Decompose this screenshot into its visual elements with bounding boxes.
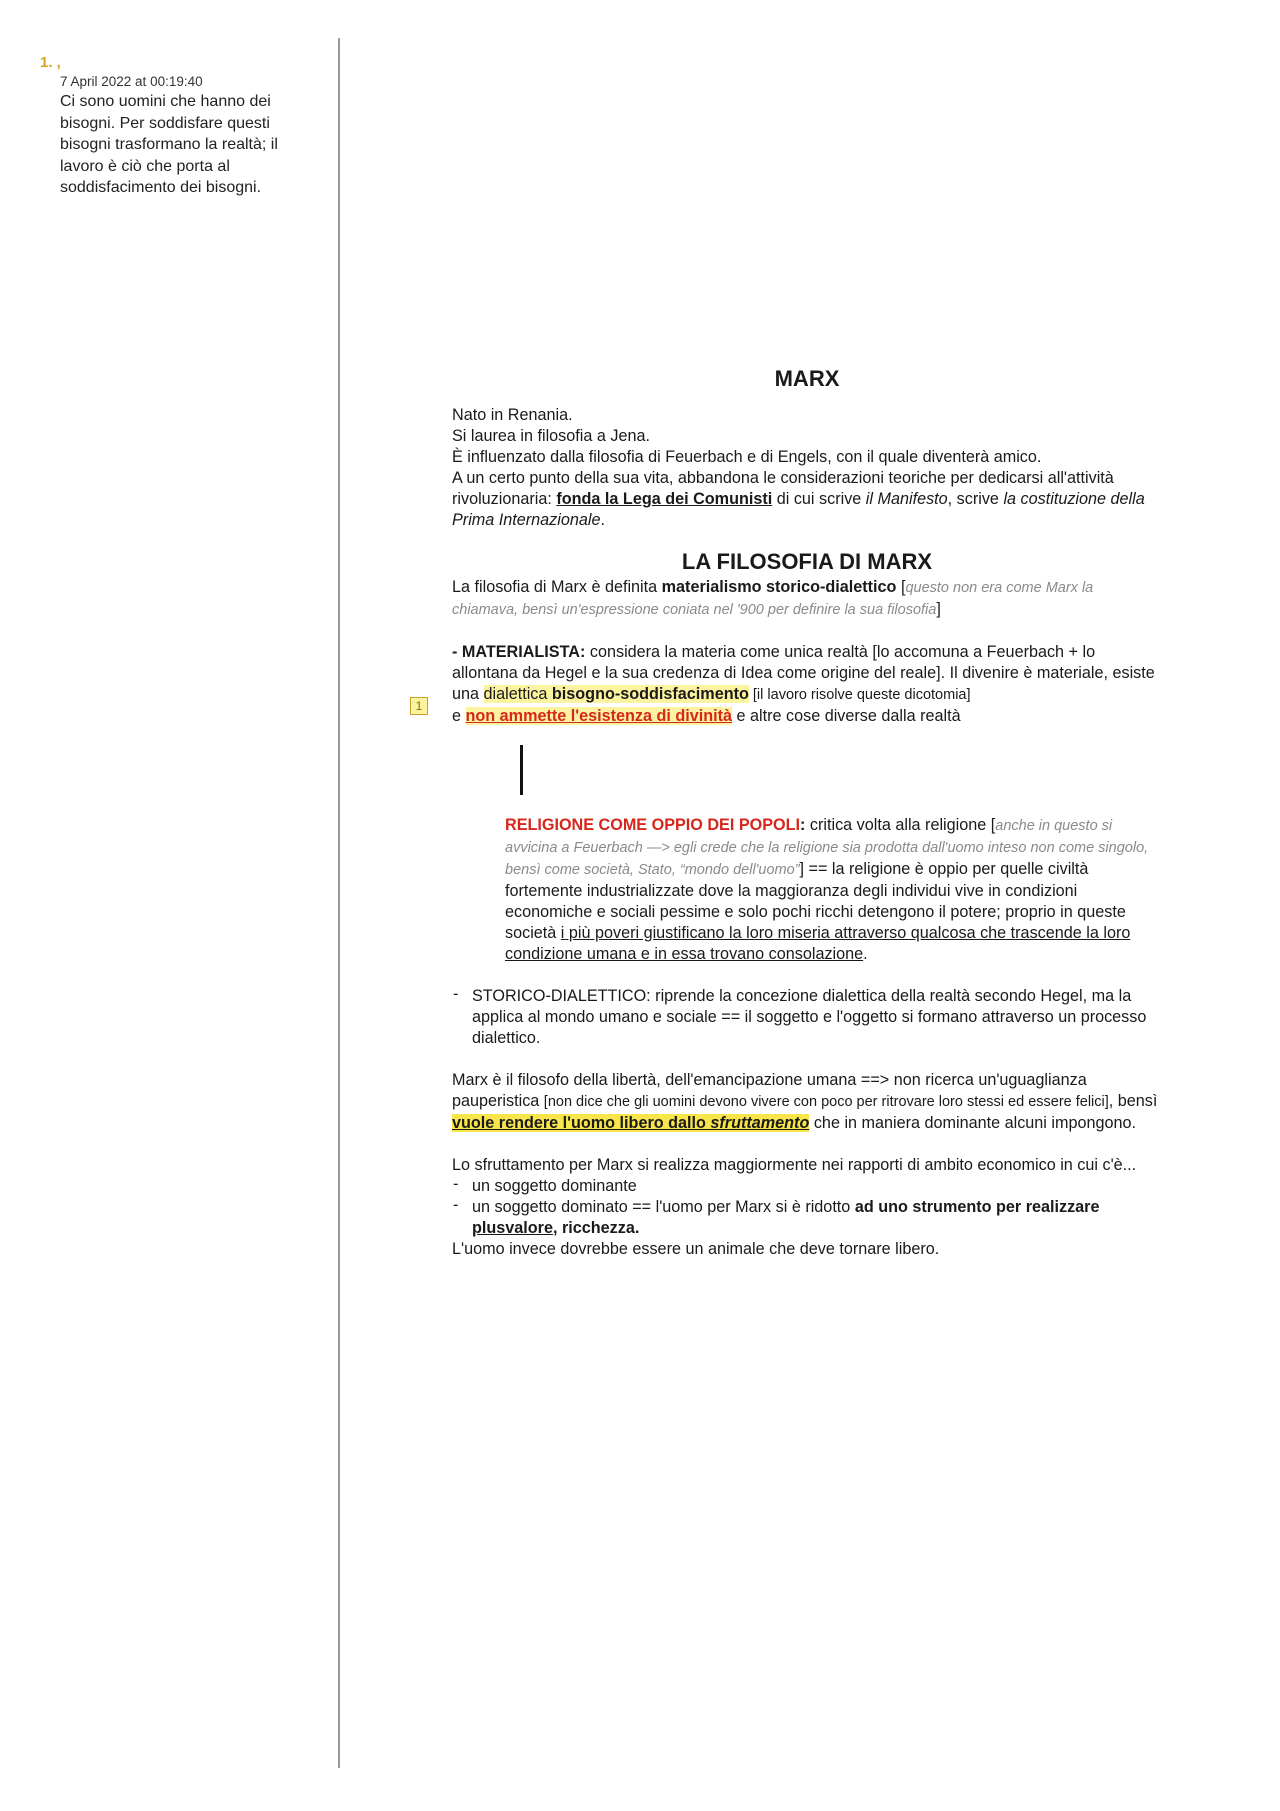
text: La filosofia di Marx è definita — [452, 578, 662, 596]
gray-note: questo non era come Marx la chiamava, bensì un'espressione coniata nel '900 per definire la sua filosofia — [452, 580, 1094, 618]
list-item — [452, 1197, 1162, 1239]
bold-underlined-text: fonda la Lega dei Comunisti — [556, 490, 773, 508]
comment-margin — [0, 0, 340, 1811]
small-text: [non dice che gli uomini devono vivere con poco per ritrovare loro stessi ed essere felici] — [543, 1094, 1109, 1110]
closing-line: L'uomo invece dovrebbe essere un animale che deve tornare libero. — [452, 1240, 940, 1258]
text: . — [600, 511, 605, 529]
italic-text: la costituzione della Prima Internazionale — [452, 490, 1145, 529]
margin-divider — [338, 38, 340, 1768]
text: un soggetto dominato == l'uomo per Marx si è ridotto — [472, 1198, 855, 1216]
text: considera la materia come unica realtà [lo accomuna a Feuerbach + lo allontana da Hegel e la sua credenza di Idea come origine del reale]. Il divenire è materiale, esiste una — [452, 643, 1155, 703]
text: . — [863, 945, 868, 963]
italic-text: sfruttamento — [710, 1114, 810, 1132]
definition-paragraph — [452, 577, 1162, 621]
text: , bensì — [1108, 1092, 1158, 1110]
text: dialettica — [483, 685, 552, 703]
text: di cui scrive — [772, 490, 866, 508]
text: , scrive — [947, 490, 1004, 508]
bold-label: - MATERIALISTA: — [452, 643, 586, 661]
list-item: - STORICO-DIALETTICO: riprende la concezione dialettica della realtà secondo Hegel, ma la applica al mondo umano e sociale == il soggetto e l'oggetto si formano attraverso un processo dialettico. — [452, 986, 1162, 1049]
list-item: - un soggetto dominante — [452, 1176, 1162, 1197]
underlined-text: i più poveri giustificano la loro miseria attraverso qualcosa che trascende la loro condizione umana e in essa trovano consolazione — [505, 924, 1131, 963]
text: : — [800, 816, 806, 834]
comment-marker[interactable]: 1 — [410, 697, 428, 715]
text: che in maniera dominante alcuni impongono. — [809, 1114, 1136, 1132]
sfruttamento-intro: Lo sfruttamento per Marx si realizza maggiormente nei rapporti di ambito economico in cui c'è... — [452, 1156, 1137, 1174]
comment-date: 7 April 2022 at 00:19:40 — [60, 74, 203, 89]
materialista-paragraph — [452, 642, 1162, 727]
comment-text: Ci sono uomini che hanno dei bisogni. Per soddisfare questi bisogni trasformano la realtà; il lavoro è ciò che porta al soddisfacimento dei bisogni. — [60, 93, 278, 196]
liberta-paragraph — [452, 1070, 1162, 1134]
highlighted-text — [484, 685, 749, 703]
bold-text: bisogno-soddisfacimento — [551, 685, 749, 703]
text: ] — [936, 600, 941, 618]
comment[interactable] — [40, 54, 310, 199]
intro-line — [452, 468, 1162, 531]
italic-text: il Manifesto — [865, 490, 948, 508]
bold-text: materialismo storico-dialettico — [661, 578, 897, 596]
highlighted-text — [452, 1114, 809, 1132]
intro-line: È influenzato dalla filosofia di Feuerbach e di Engels, con il quale diventerà amico. — [452, 448, 1042, 466]
text: vuole rendere l'uomo libero dallo — [452, 1114, 711, 1132]
text: A un certo punto della sua vita, abbandona le considerazioni teoriche per dedicarsi all'attività rivoluzionaria: — [452, 469, 1114, 508]
intro-paragraph — [452, 405, 1162, 531]
text: e altre cose diverse dalla realtà — [732, 707, 961, 725]
intro-line: Si laurea in filosofia a Jena. — [452, 427, 650, 445]
text: ] == la religione è oppio per quelle civiltà fortemente industrializzate dove la maggioranza degli individui vive in condizioni economiche e sociali pessime e solo pochi ricchi detengono il potere; proprio in queste società — [505, 860, 1126, 942]
sfruttamento-list — [452, 1176, 1162, 1239]
red-underlined-text: non ammette l'esistenza di divinità — [465, 707, 733, 725]
text: e — [452, 707, 466, 725]
small-text: [il lavoro risolve queste dicotomia] — [748, 687, 971, 703]
red-label: RELIGIONE COME OPPIO DEI POPOLI — [505, 816, 801, 834]
religione-paragraph — [505, 815, 1162, 965]
gray-note: anche in questo si avvicina a Feuerbach —> egli crede che la religione sia prodotta dall'uomo inteso non come singolo, bensì come società, Stato, “mondo dell'uomo” — [505, 818, 1149, 878]
text: [ — [896, 578, 906, 596]
bold-text: ad uno strumento per realizzare — [854, 1198, 1100, 1216]
text-cursor — [520, 745, 523, 795]
text: Marx è il filosofo della libertà, dell'emancipazione umana ==> non ricerca un'uguaglianza pauperistica — [452, 1071, 1087, 1110]
comment-number: 1. , — [40, 54, 61, 71]
bold-text: , ricchezza. — [552, 1219, 640, 1237]
bold-underlined-text: plusvalore — [472, 1219, 553, 1237]
intro-line: Nato in Renania. — [452, 406, 573, 424]
page-title: MARX — [774, 366, 840, 391]
text: critica volta alla religione [ — [805, 816, 996, 834]
document-body — [452, 368, 1162, 1260]
storico-list — [452, 986, 1162, 1049]
section-title: LA FILOSOFIA DI MARX — [681, 549, 933, 574]
